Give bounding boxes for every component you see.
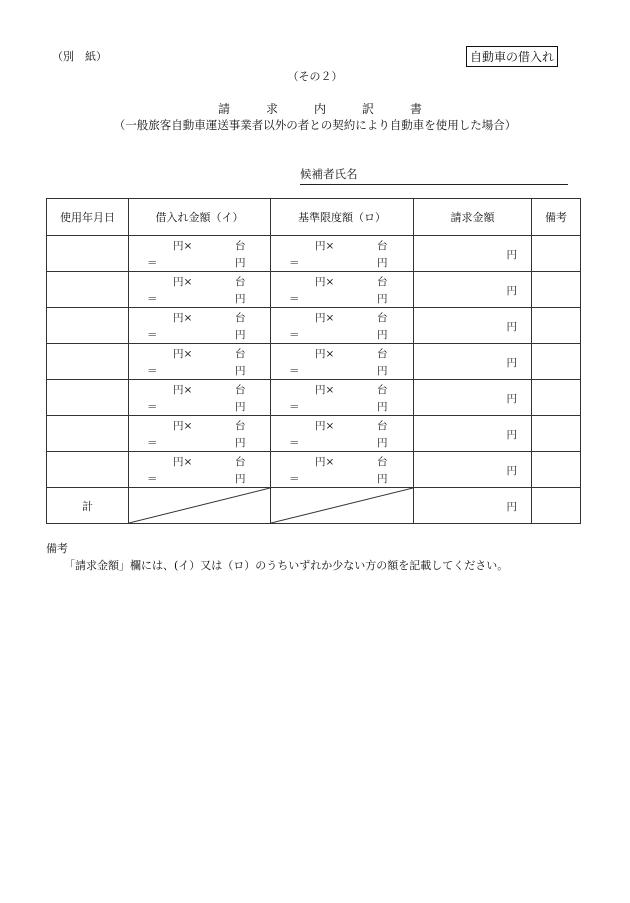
table-header-row <box>47 199 581 236</box>
part-label: （その２） <box>287 70 343 83</box>
total-label: 計 <box>47 488 129 524</box>
equals-sign: ＝ <box>147 437 158 449</box>
date-cell[interactable] <box>47 272 129 308</box>
yen-unit: 円 <box>506 393 517 405</box>
equals-sign: ＝ <box>147 257 158 269</box>
yen-unit: 円 <box>506 501 517 513</box>
rental-amount-cell[interactable] <box>129 344 271 380</box>
table-row <box>47 272 581 308</box>
table-row <box>47 452 581 488</box>
col-header-rental-amount: 借入れ金額（イ） <box>129 199 271 236</box>
vehicles-unit: 台 <box>377 420 388 432</box>
equals-sign: ＝ <box>289 329 300 341</box>
table-row <box>47 308 581 344</box>
limit-amount-cell[interactable] <box>271 344 414 380</box>
date-cell[interactable] <box>47 344 129 380</box>
vehicles-unit: 台 <box>377 456 388 468</box>
yen-times-unit: 円× <box>173 456 193 468</box>
rental-amount-cell[interactable] <box>129 380 271 416</box>
title-char: 訳 <box>362 102 375 116</box>
equals-sign: ＝ <box>289 473 300 485</box>
equals-sign: ＝ <box>147 293 158 305</box>
yen-unit: 円 <box>235 473 246 485</box>
total-rental-cell-struck <box>129 488 271 524</box>
yen-unit: 円 <box>377 365 388 377</box>
vehicles-unit: 台 <box>377 240 388 252</box>
total-claim-cell[interactable] <box>414 488 532 524</box>
equals-sign: ＝ <box>289 293 300 305</box>
yen-times-unit: 円× <box>173 276 193 288</box>
document-title <box>218 100 458 117</box>
vehicles-unit: 台 <box>235 348 246 360</box>
yen-unit: 円 <box>235 329 246 341</box>
col-header-date: 使用年月日 <box>47 199 129 236</box>
remarks-cell[interactable] <box>532 272 581 308</box>
title-char: 内 <box>314 102 327 116</box>
claim-amount-cell[interactable] <box>414 416 532 452</box>
table-row <box>47 236 581 272</box>
remarks-cell[interactable] <box>532 452 581 488</box>
limit-amount-cell[interactable] <box>271 308 414 344</box>
yen-unit: 円 <box>377 437 388 449</box>
yen-unit: 円 <box>377 401 388 413</box>
yen-unit: 円 <box>506 285 517 297</box>
remarks-cell[interactable] <box>532 380 581 416</box>
yen-unit: 円 <box>506 321 517 333</box>
claim-amount-cell[interactable] <box>414 344 532 380</box>
equals-sign: ＝ <box>289 365 300 377</box>
equals-sign: ＝ <box>147 365 158 377</box>
rental-amount-cell[interactable] <box>129 236 271 272</box>
yen-unit: 円 <box>506 357 517 369</box>
yen-unit: 円 <box>235 257 246 269</box>
claim-amount-cell[interactable] <box>414 308 532 344</box>
yen-unit: 円 <box>235 401 246 413</box>
date-cell[interactable] <box>47 380 129 416</box>
yen-times-unit: 円× <box>173 348 193 360</box>
col-header-claim-amount: 請求金額 <box>414 199 532 236</box>
yen-unit: 円 <box>377 329 388 341</box>
yen-unit: 円 <box>506 465 517 477</box>
vehicles-unit: 台 <box>235 456 246 468</box>
notes-text: 「請求金額」欄には、(イ）又は（ロ）のうちいずれか少ない方の額を記載してください。 <box>64 559 509 572</box>
vehicles-unit: 台 <box>377 276 388 288</box>
vehicles-unit: 台 <box>235 312 246 324</box>
title-char: 求 <box>266 102 279 116</box>
total-remarks-cell[interactable] <box>532 488 581 524</box>
table-row <box>47 380 581 416</box>
col-header-limit-amount: 基準限度額（ロ） <box>271 199 414 236</box>
equals-sign: ＝ <box>147 329 158 341</box>
vehicles-unit: 台 <box>235 384 246 396</box>
vehicles-unit: 台 <box>235 420 246 432</box>
candidate-name-field[interactable]: 候補者氏名 <box>300 166 568 185</box>
remarks-cell[interactable] <box>532 344 581 380</box>
yen-times-unit: 円× <box>315 276 335 288</box>
title-char: 書 <box>410 102 423 116</box>
yen-unit: 円 <box>506 429 517 441</box>
claim-breakdown-table <box>46 198 581 524</box>
equals-sign: ＝ <box>289 437 300 449</box>
yen-times-unit: 円× <box>315 348 335 360</box>
vehicles-unit: 台 <box>235 276 246 288</box>
date-cell[interactable] <box>47 452 129 488</box>
diagonal-strike <box>129 488 270 523</box>
rental-amount-cell[interactable] <box>129 308 271 344</box>
yen-unit: 円 <box>377 293 388 305</box>
yen-unit: 円 <box>235 365 246 377</box>
document-subtitle: （一般旅客自動車運送事業者以外の者との契約により自動車を使用した場合） <box>113 118 517 132</box>
yen-unit: 円 <box>377 473 388 485</box>
vehicles-unit: 台 <box>235 240 246 252</box>
vehicles-unit: 台 <box>377 384 388 396</box>
rental-amount-cell[interactable] <box>129 272 271 308</box>
equals-sign: ＝ <box>289 257 300 269</box>
vehicles-unit: 台 <box>377 312 388 324</box>
equals-sign: ＝ <box>147 473 158 485</box>
rental-amount-cell[interactable] <box>129 416 271 452</box>
yen-unit: 円 <box>377 257 388 269</box>
claim-amount-cell[interactable] <box>414 236 532 272</box>
date-cell[interactable] <box>47 308 129 344</box>
total-limit-cell-struck <box>271 488 414 524</box>
yen-times-unit: 円× <box>173 384 193 396</box>
title-char: 請 <box>218 102 231 116</box>
yen-unit: 円 <box>235 437 246 449</box>
table-row <box>47 416 581 452</box>
vehicles-unit: 台 <box>377 348 388 360</box>
col-header-remarks: 備考 <box>532 199 581 236</box>
remarks-cell[interactable] <box>532 416 581 452</box>
claim-amount-cell[interactable] <box>414 272 532 308</box>
yen-times-unit: 円× <box>173 420 193 432</box>
category-box-label: 自動車の借入れ <box>466 46 558 67</box>
date-cell[interactable] <box>47 416 129 452</box>
limit-amount-cell[interactable] <box>271 236 414 272</box>
yen-times-unit: 円× <box>315 240 335 252</box>
limit-amount-cell[interactable] <box>271 416 414 452</box>
date-cell[interactable] <box>47 236 129 272</box>
table-row <box>47 344 581 380</box>
claim-amount-cell[interactable] <box>414 380 532 416</box>
remarks-cell[interactable] <box>532 236 581 272</box>
claim-amount-cell[interactable] <box>414 452 532 488</box>
equals-sign: ＝ <box>289 401 300 413</box>
yen-times-unit: 円× <box>315 384 335 396</box>
yen-times-unit: 円× <box>315 420 335 432</box>
notes-heading: 備考 <box>46 542 68 555</box>
yen-times-unit: 円× <box>315 456 335 468</box>
equals-sign: ＝ <box>147 401 158 413</box>
yen-unit: 円 <box>235 293 246 305</box>
yen-times-unit: 円× <box>315 312 335 324</box>
yen-times-unit: 円× <box>173 312 193 324</box>
attachment-label: （別 紙） <box>52 50 107 63</box>
limit-amount-cell[interactable] <box>271 272 414 308</box>
total-row <box>47 488 581 524</box>
yen-unit: 円 <box>506 249 517 261</box>
limit-amount-cell[interactable] <box>271 380 414 416</box>
yen-times-unit: 円× <box>173 240 193 252</box>
remarks-cell[interactable] <box>532 308 581 344</box>
rental-amount-cell[interactable] <box>129 452 271 488</box>
diagonal-strike <box>271 488 413 523</box>
limit-amount-cell[interactable] <box>271 452 414 488</box>
